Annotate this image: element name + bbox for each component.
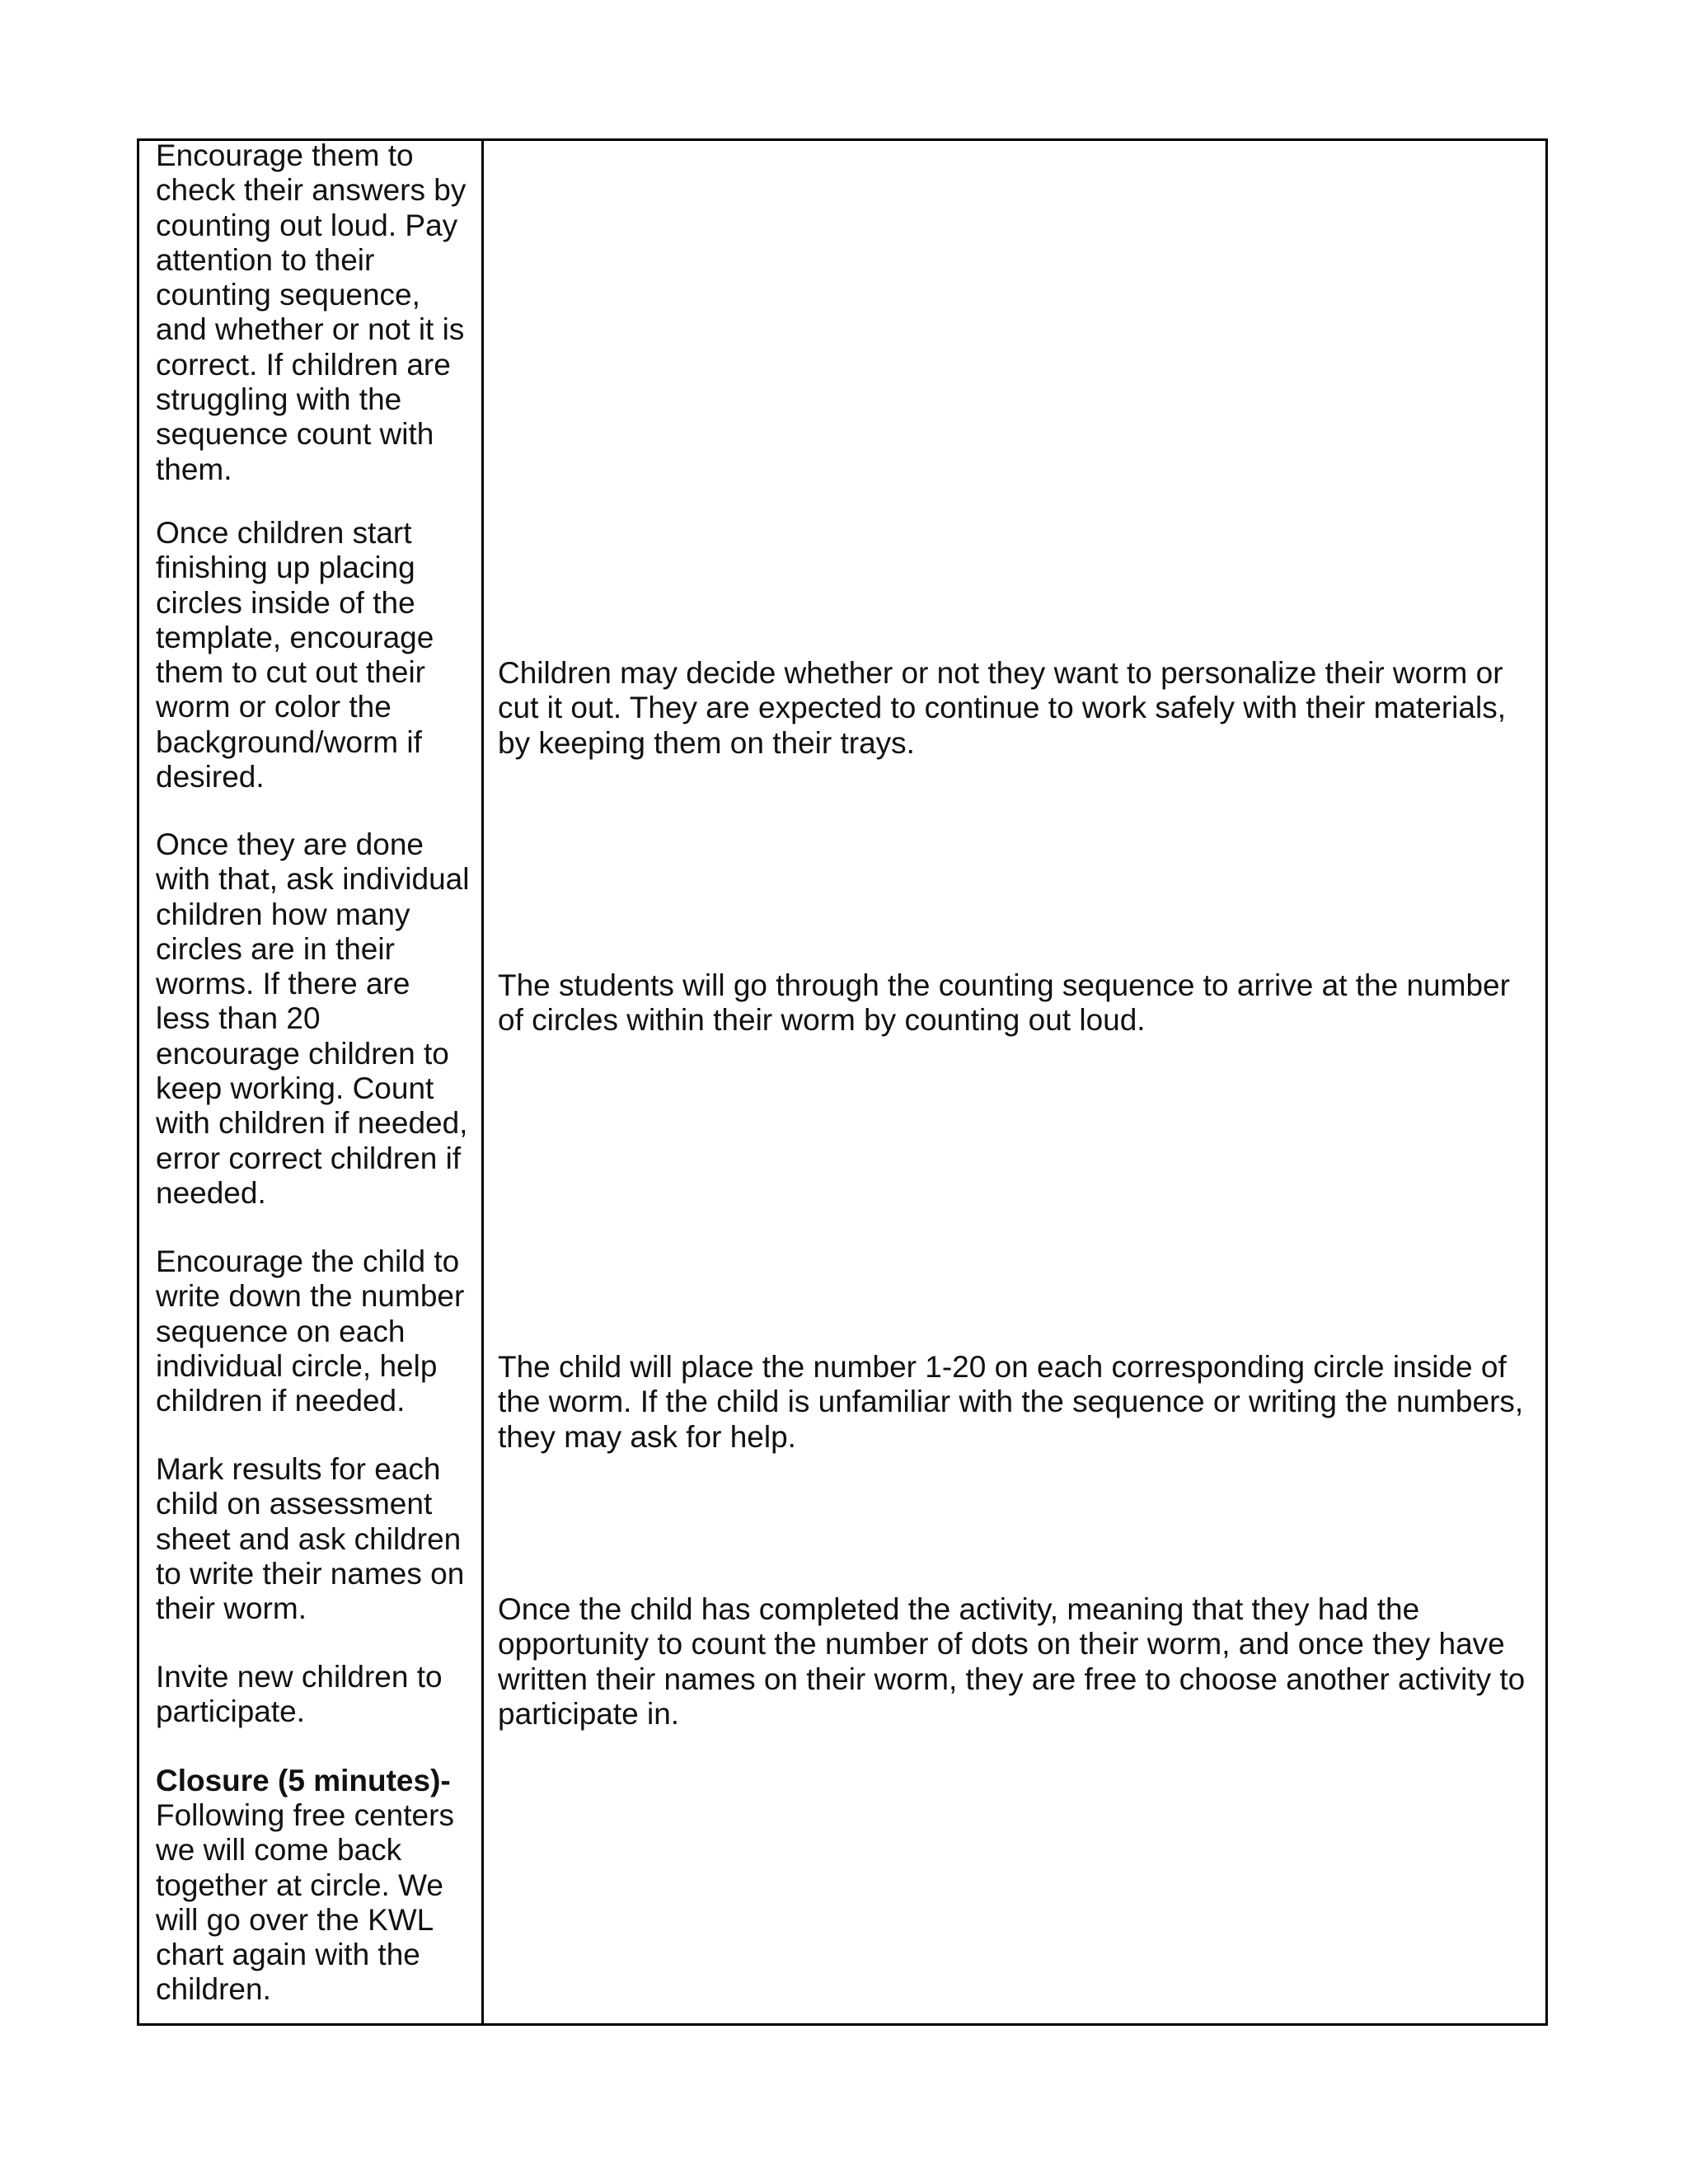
left-paragraph-invite-children: Invite new children to participate.	[156, 1660, 443, 1729]
right-paragraph-completed-activity: Once the child has completed the activity, meaning that they had the opportunity to count the number of dots on their worm, and once they have written their names on their worm, they are free to choose another activity to participate in.	[498, 1592, 1526, 1731]
left-paragraph-closure: Following free centers we will come back together at circle. We will go over the KWL chart again with the children.	[156, 1798, 454, 2007]
column-divider	[481, 138, 484, 2026]
right-paragraph-personalize-worm: Children may decide whether or not they want to personalize their worm or cut it out. They are expected to continue to work safely with their materials, by keeping them on their trays.	[498, 656, 1506, 760]
left-paragraph-check-answers: Encourage them to check their answers by counting out loud. Pay attention to their counting sequence, and whether or not it is correct. If children are struggling with the sequence count with them.	[156, 138, 467, 486]
left-paragraph-cut-out-worm: Once children start finishing up placing circles inside of the template, encourage them to cut out their worm or color the background/worm if desired.	[156, 516, 434, 794]
left-paragraph-mark-results: Mark results for each child on assessment sheet and ask children to write their names on their worm.	[156, 1452, 465, 1626]
closure-heading: Closure (5 minutes)-	[156, 1764, 451, 1797]
left-paragraph-number-sequence: Encourage the child to write down the number sequence on each individual circle, help children if needed.	[156, 1244, 465, 1418]
right-paragraph-counting-sequence: The students will go through the counting sequence to arrive at the number of circles within their worm by counting out loud.	[498, 968, 1510, 1038]
right-paragraph-place-numbers: The child will place the number 1-20 on each corresponding circle inside of the worm. If the child is unfamiliar with the sequence or writing the numbers, they may ask for help.	[498, 1350, 1524, 1454]
left-paragraph-ask-how-many: Once they are done with that, ask individual children how many circles are in their worms. If there are less than 20 encourage children to keep working. Count with children if needed, error correct children if needed.	[156, 827, 470, 1210]
